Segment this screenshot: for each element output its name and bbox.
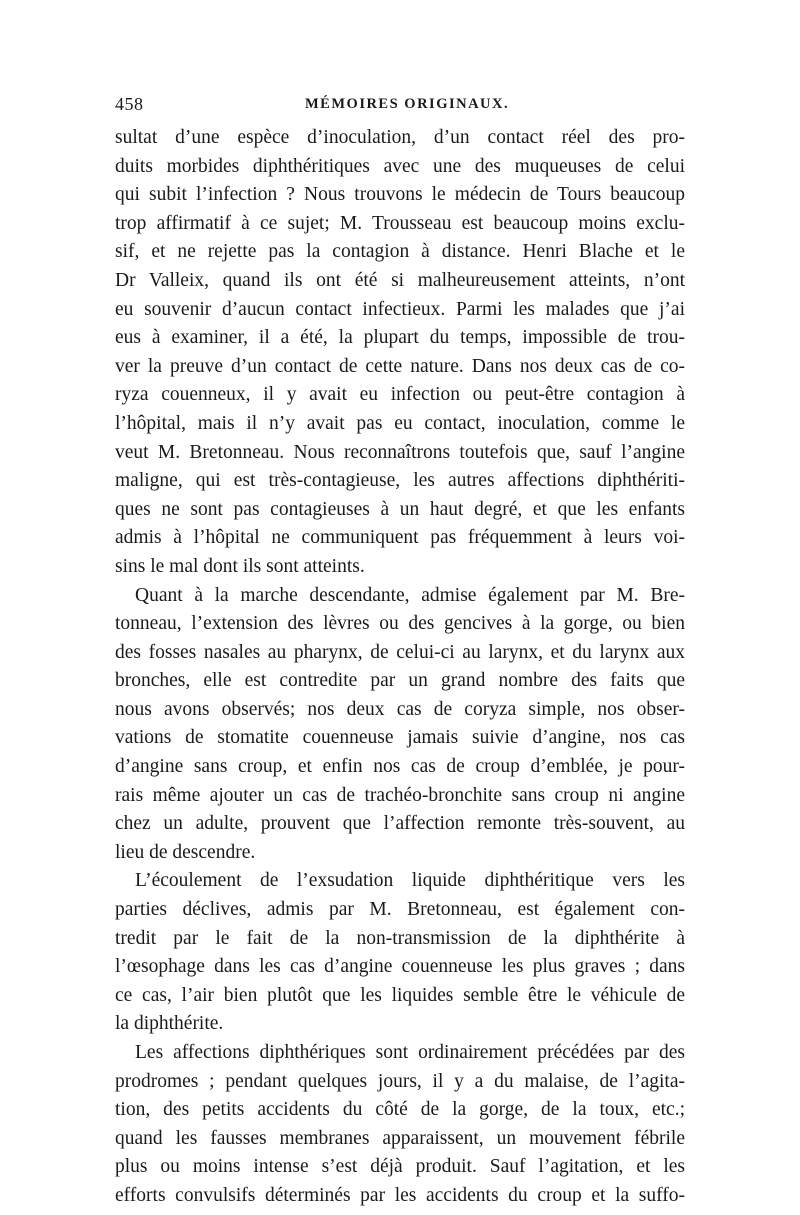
paragraph-end-line: lieu de descendre. [115,841,256,863]
text-line: tonneau, l’extension des lèvres ou des gencives à la gorge, ou bien [115,613,685,635]
running-head [115,94,685,118]
paragraph-end-line: la diphthérite. [115,1013,224,1035]
text-line: qui subit l’infection ? Nous trouvons le médecin de Tours beaucoup [115,184,685,206]
text-line: ques ne sont pas contagieuses à un haut degré, et que les enfants [115,498,685,520]
body-text [115,124,685,1211]
paragraph-start-line: Quant à la marche descendante, admise également par M. Bre- [135,584,685,606]
text-line: tion, des petits accidents du côté de la gorge, de la toux, etc.; [115,1099,685,1121]
text-line: d’angine sans croup, et enfin nos cas de croup d’emblée, je pour- [115,756,685,778]
text-line: admis à l’hôpital ne communiquent pas fréquemment à leurs voi- [115,527,685,549]
page-number: 458 [115,94,144,114]
text-line: des fosses nasales au pharynx, de celui-ci au larynx, et du larynx aux [115,641,685,663]
text-line: vations de stomatite couenneuse jamais suivie d’angine, nos cas [115,727,685,749]
text-line: ce cas, l’air bien plutôt que les liquides semble être le véhicule de [115,984,685,1006]
text-line: rais même ajouter un cas de trachéo-bronchite sans croup ni angine [115,784,685,806]
text-line: plus ou moins intense s’est déjà produit. Sauf l’agitation, et les [115,1156,685,1178]
text-line: sultat d’une espèce d’inoculation, d’un contact réel des pro- [115,127,685,148]
text-line: maligne, qui est très-contagieuse, les autres affections diphthériti- [115,470,685,492]
text-line: efforts convulsifs déterminés par les accidents du croup et la suffo- [115,1184,685,1206]
text-line: eu souvenir d’aucun contact infectieux. Parmi les malades que j’ai [115,298,685,320]
paragraph-start-line: Les affections diphthériques sont ordinairement précédées par des [135,1042,685,1063]
text-line: parties déclives, admis par M. Bretonneau, est également con- [115,899,685,921]
text-line: bronches, elle est contredite par un grand nombre des faits que [115,670,685,692]
text-line: nous avons observés; nos deux cas de coryza simple, nos obser- [115,698,685,720]
running-title: MÉMOIRES ORIGINAUX. [305,96,510,112]
text-line: ryza couenneux, il y avait eu infection ou peut-être contagion à [115,384,685,406]
text-line: l’œsophage dans les cas d’angine couenneuse les plus graves ; dans [115,956,685,978]
text-line: l’hôpital, mais il n’y avait pas eu contact, inoculation, comme le [115,412,685,434]
text-line: prodromes ; pendant quelques jours, il y a du malaise, de l’agita- [115,1070,685,1092]
text-line: Dr Valleix, quand ils ont été si malheureusement atteints, n’ont [115,269,685,291]
text-line: duits morbides diphthéritiques avec une des muqueuses de celui [115,155,685,177]
text-line: tredit par le fait de la non-transmission de la diphthérite à [115,927,685,949]
paragraph-end-line: sins le mal dont ils sont atteints. [115,555,365,577]
text-line: chez un adulte, prouvent que l’affection remonte très-souvent, au [115,813,685,835]
text-line: quand les fausses membranes apparaissent, un mouvement fébrile [115,1127,685,1149]
text-line: sif, et ne rejette pas la contagion à distance. Henri Blache et le [115,241,685,263]
text-line: trop affirmatif à ce sujet; M. Trousseau est beaucoup moins exclu- [115,212,685,234]
text-line: veut M. Bretonneau. Nous reconnaîtrons toutefois que, sauf l’angine [115,441,685,463]
paragraph-start-line: L’écoulement de l’exsudation liquide diphthéritique vers les [135,870,685,892]
text-line: ver la preuve d’un contact de cette nature. Dans nos deux cas de co- [115,355,685,377]
text-line: eus à examiner, il a été, la plupart du temps, impossible de trou- [115,327,685,349]
